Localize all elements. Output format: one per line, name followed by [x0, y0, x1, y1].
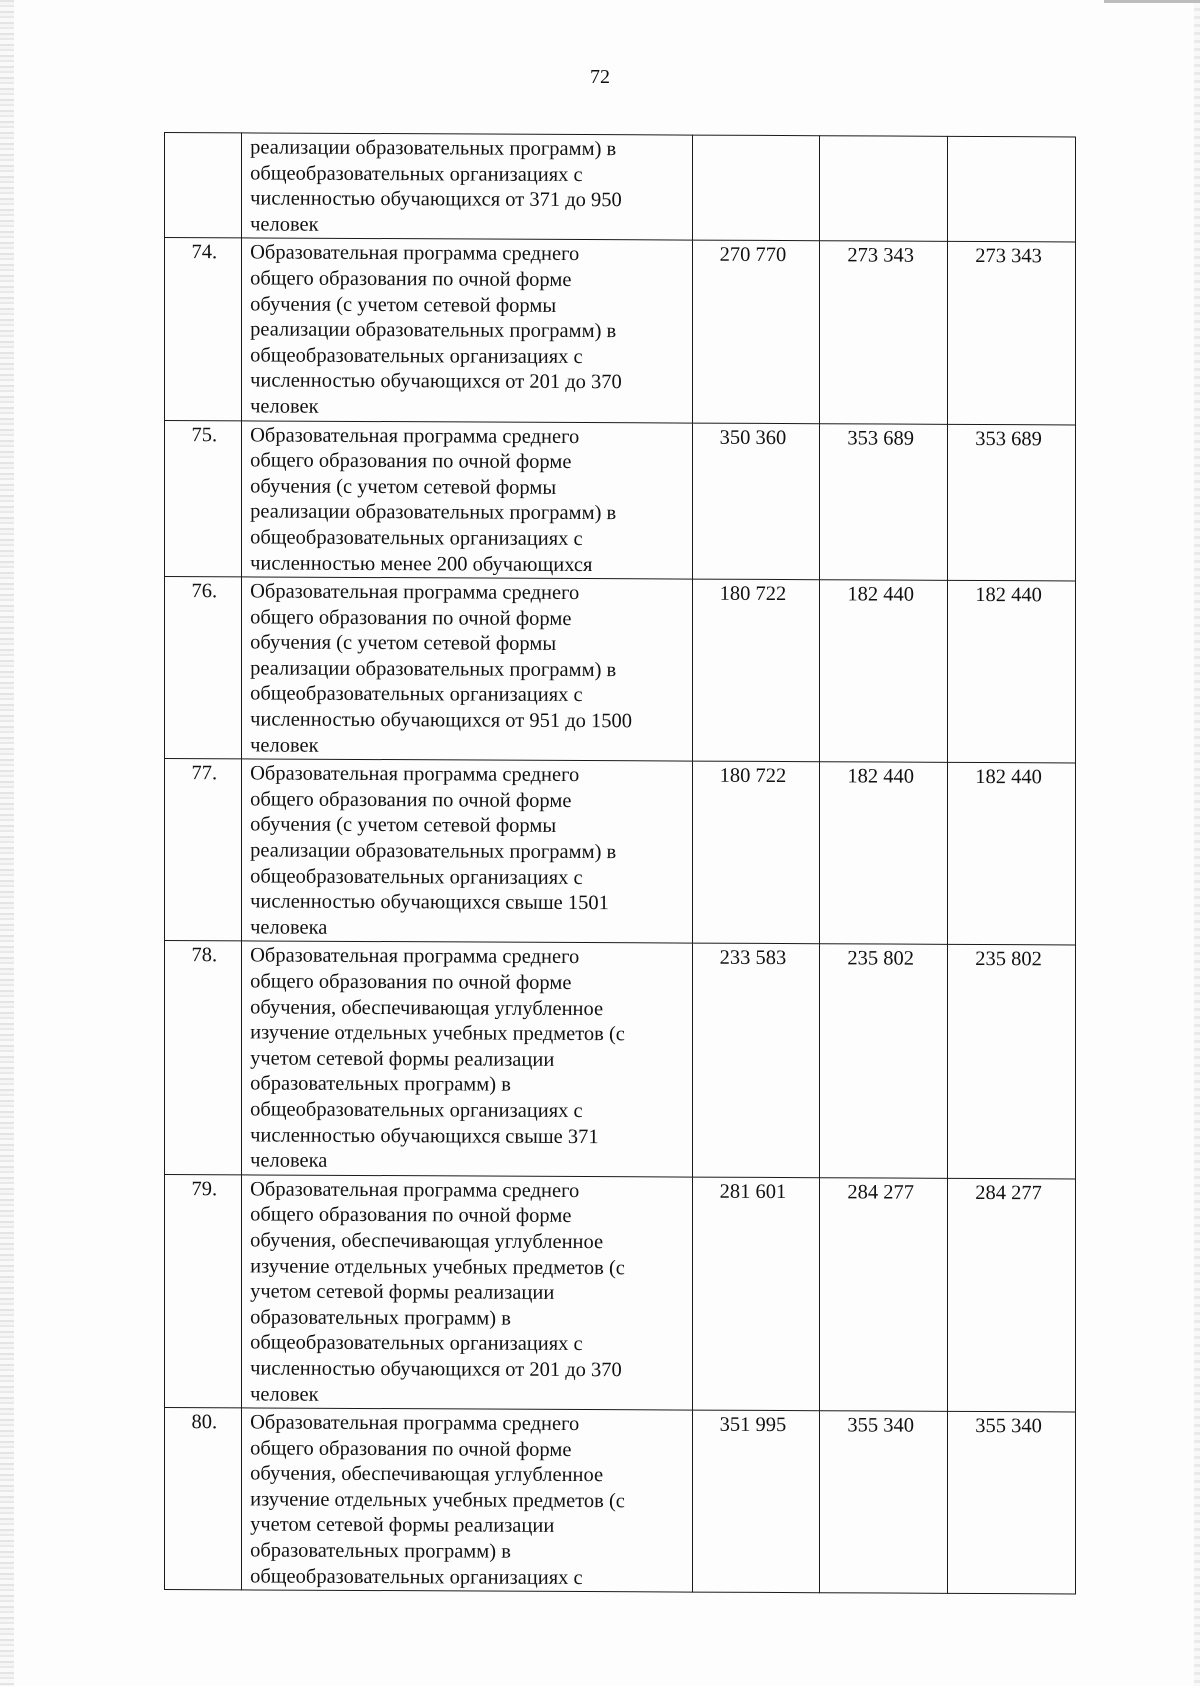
description-line: Образовательная программа среднего	[250, 580, 580, 605]
description-line: учетом сетевой формы реализации	[250, 1513, 555, 1538]
value-year-2: 355 340	[847, 1414, 915, 1437]
value-year-3-cell	[948, 945, 1076, 1179]
value-year-1-cell	[692, 761, 820, 944]
value-year-3-cell	[948, 1178, 1076, 1412]
description-line: изучение отдельных учебных предметов (с	[250, 1021, 625, 1046]
description-line: обучения (с учетом сетевой формы	[250, 475, 557, 499]
page-number: 72	[590, 66, 610, 88]
value-year-1	[693, 138, 814, 139]
description-line: общего образования по очной форме	[250, 606, 572, 630]
description-line: общего образования по очной форме	[250, 1437, 572, 1461]
value-year-3-cell	[948, 763, 1076, 946]
value-year-1-cell	[692, 1410, 820, 1593]
value-year-1-cell	[692, 579, 820, 762]
description-line: реализации образовательных программ) в	[250, 500, 617, 525]
description-line: Образовательная программа среднего	[250, 762, 580, 787]
description-line: Образовательная программа среднего	[250, 1178, 580, 1202]
table-row	[165, 420, 1076, 581]
description-line: общеобразовательных организациях с	[250, 865, 583, 889]
description-line: общеобразовательных организациях с	[250, 1331, 583, 1356]
value-year-1-cell	[692, 1177, 820, 1411]
row-number: 78.	[165, 941, 242, 1175]
value-year-2	[820, 138, 941, 139]
value-year-1-cell	[692, 135, 820, 241]
value-year-3: 235 802	[975, 948, 1042, 971]
value-year-2-cell	[820, 136, 948, 242]
table-row	[165, 133, 1076, 243]
description-line: реализации образовательных программ) в	[250, 136, 617, 161]
table-row	[165, 941, 1076, 1179]
description-line: реализации образовательных программ) в	[250, 657, 617, 682]
description-line: изучение отдельных учебных предметов (с	[250, 1488, 625, 1513]
value-year-2: 353 689	[847, 426, 915, 450]
value-year-2: 284 277	[847, 1181, 915, 1204]
value-year-1: 270 770	[719, 244, 787, 267]
description-line: численностью менее 200 обучающихся	[250, 551, 593, 576]
description-line: Образовательная программа среднего	[250, 944, 580, 969]
value-year-2: 182 440	[847, 583, 915, 606]
description-line: общеобразовательных организациях с	[250, 526, 583, 550]
program-description	[242, 133, 692, 241]
description-line: реализации образовательных программ) в	[250, 839, 617, 864]
value-year-1: 281 601	[719, 1180, 787, 1203]
description-line: общеобразовательных организациях с	[250, 344, 583, 368]
description-line: образовательных программ) в	[250, 1539, 511, 1563]
value-year-3: 284 277	[975, 1181, 1042, 1205]
description-line: численностью обучающихся от 201 до 370	[250, 369, 622, 394]
program-description	[242, 577, 692, 761]
value-year-2-cell	[820, 1177, 948, 1411]
description-line: человек	[250, 1382, 319, 1406]
description-line: обучения (с учетом сетевой формы	[250, 292, 557, 317]
value-year-1-cell	[692, 423, 820, 580]
program-description	[242, 941, 692, 1177]
table-row	[165, 1174, 1076, 1412]
description-line: общего образования по очной форме	[250, 267, 572, 291]
description-line: образовательных программ) в	[250, 1072, 511, 1097]
description-line: человек	[250, 734, 319, 757]
description-line: общего образования по очной форме	[250, 449, 572, 474]
description-line: общеобразовательных организациях с	[250, 1098, 583, 1123]
tariff-table	[164, 132, 1076, 1595]
description-line: человек	[250, 395, 319, 418]
value-year-2: 273 343	[847, 244, 915, 268]
description-line: Образовательная программа среднего	[250, 423, 580, 448]
description-line: общего образования по очной форме	[250, 1203, 572, 1228]
value-year-1-cell	[692, 943, 820, 1177]
description-line: численностью обучающихся свыше 371	[250, 1123, 599, 1148]
value-year-2-cell	[820, 241, 948, 424]
value-year-3-cell	[948, 1411, 1076, 1594]
description-line: обучения, обеспечивающая углубленное	[250, 1229, 604, 1254]
value-year-3: 182 440	[975, 584, 1042, 607]
value-year-1: 351 995	[719, 1413, 787, 1437]
description-line: учетом сетевой формы реализации	[250, 1280, 555, 1305]
value-year-1: 350 360	[719, 426, 787, 449]
description-line: обучения, обеспечивающая углубленное	[250, 1462, 604, 1487]
value-year-2-cell	[820, 1411, 948, 1594]
table-row	[165, 238, 1076, 425]
row-number: 76.	[165, 577, 242, 760]
description-line: обучения, обеспечивающая углубленное	[250, 996, 604, 1020]
value-year-3-cell	[948, 136, 1076, 242]
value-year-3-cell	[948, 424, 1076, 581]
value-year-3-cell	[948, 242, 1076, 425]
description-line: численностью обучающихся от 951 до 1500	[250, 708, 633, 733]
value-year-3	[948, 139, 1069, 140]
table-row	[165, 1408, 1076, 1595]
row-number	[165, 133, 242, 239]
description-line: обучения (с учетом сетевой формы	[250, 813, 557, 838]
description-line: образовательных программ) в	[250, 1306, 511, 1330]
value-year-1: 180 722	[719, 764, 787, 788]
row-number: 74.	[165, 238, 242, 421]
description-line: человека	[250, 916, 328, 939]
description-line: реализации образовательных программ) в	[250, 318, 617, 343]
description-line: обучения (с учетом сетевой формы	[250, 631, 557, 656]
description-line: общеобразовательных организациях с	[250, 1565, 583, 1589]
row-number: 75.	[165, 420, 242, 577]
value-year-1: 233 583	[719, 947, 787, 970]
value-year-1-cell	[692, 240, 820, 423]
table-row	[165, 577, 1076, 764]
program-description	[242, 1175, 692, 1411]
description-line: общеобразовательных организациях с	[250, 162, 583, 186]
program-description	[242, 759, 692, 943]
description-line: Образовательная программа среднего	[250, 241, 580, 266]
description-line: Образовательная программа среднего	[250, 1411, 580, 1436]
program-description	[242, 1408, 692, 1592]
value-year-2: 182 440	[847, 765, 915, 788]
description-line: общего образования по очной форме	[250, 788, 572, 812]
description-line: изучение отдельных учебных предметов (с	[250, 1254, 625, 1279]
description-line: учетом сетевой формы реализации	[250, 1047, 555, 1071]
value-year-3: 273 343	[975, 245, 1042, 268]
value-year-1: 180 722	[719, 582, 787, 606]
value-year-3: 353 689	[975, 427, 1042, 450]
value-year-2: 235 802	[847, 947, 915, 971]
description-line: человека	[250, 1149, 328, 1172]
scan-edge-left	[0, 0, 14, 1686]
value-year-3-cell	[948, 580, 1076, 763]
table-body	[165, 133, 1076, 1595]
description-line: человек	[250, 213, 319, 236]
row-number: 77.	[165, 759, 242, 942]
value-year-3: 355 340	[975, 1415, 1042, 1438]
description-line: общего образования по очной форме	[250, 970, 572, 994]
table-row	[165, 759, 1076, 946]
description-line: численностью обучающихся от 201 до 370	[250, 1357, 622, 1382]
program-description	[242, 420, 692, 579]
row-number: 80.	[165, 1408, 242, 1591]
description-line: численностью обучающихся от 371 до 950	[250, 187, 622, 212]
value-year-2-cell	[820, 762, 948, 945]
scan-edge-top	[1104, 0, 1200, 3]
value-year-3: 182 440	[975, 766, 1042, 789]
description-line: общеобразовательных организациях с	[250, 682, 583, 707]
scan-edge-right	[1194, 0, 1200, 1686]
program-description	[242, 238, 692, 422]
value-year-2-cell	[820, 423, 948, 580]
value-year-2-cell	[820, 944, 948, 1178]
description-line: численностью обучающихся свыше 1501	[250, 890, 609, 915]
row-number: 79.	[165, 1174, 242, 1408]
value-year-2-cell	[820, 580, 948, 763]
